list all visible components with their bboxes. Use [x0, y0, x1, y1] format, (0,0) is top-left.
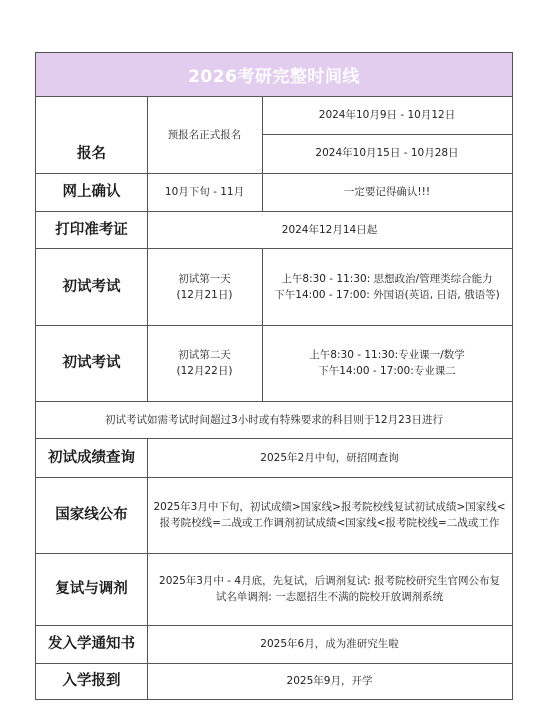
- table-title: 2026考研完整时间线: [36, 53, 512, 97]
- exam-day1-schedule: [262, 248, 512, 325]
- label-national-line: 国家线公布: [55, 507, 128, 523]
- exam-day2-name: 初试第二天: [178, 349, 231, 361]
- divider: [36, 173, 512, 174]
- exam-day1-date: (12月21日): [176, 288, 233, 301]
- divider: [147, 96, 148, 401]
- divider: [36, 625, 512, 626]
- signup-sub: 预报名正式报名: [167, 128, 242, 141]
- divider: [36, 553, 512, 554]
- national-line-2: 报考院校线=二战或工作调剂初试成绩<国家线<报考院校线=二战或工作: [159, 517, 500, 529]
- print-date: 2024年12月14日起: [281, 223, 378, 236]
- exam-day1-am: 上午8:30 - 11:30: 思想政治/管理类综合能力: [281, 272, 493, 285]
- confirm-note: 一定要记得确认!!!: [343, 186, 431, 198]
- label-score: 初试成绩查询: [48, 449, 135, 466]
- score-text: 2025年2月中旬，研招网查询: [260, 451, 399, 464]
- label-confirm: 网上确认: [62, 184, 121, 200]
- exam-day1-pm: 下午14:00 - 17:00: 外国语(英语, 日语, 俄语等): [274, 288, 500, 301]
- divider: [36, 248, 512, 249]
- label-exam-day1: 初试考试: [62, 278, 121, 295]
- exam-day2-schedule: [262, 325, 512, 401]
- retest-text: [147, 553, 512, 625]
- national-line-text: [147, 477, 512, 553]
- exam-day2-am: 上午8:30 - 11:30:专业课一/数学: [309, 349, 465, 361]
- enroll-text: 2025年9月，开学: [286, 675, 373, 687]
- divider: [36, 211, 512, 212]
- signup-date-pre: 2024年10月9日 - 10月12日: [318, 109, 456, 121]
- divider: [262, 248, 263, 401]
- divider: [262, 96, 263, 211]
- divider: [147, 438, 148, 699]
- label-exam-day2: 初试考试: [62, 355, 121, 371]
- admission-text: 2025年6月，成为准研究生啦: [260, 638, 399, 650]
- exam-extra-note: 初试考试如需考试时间超过3小时或有特殊要求的科目则于12月23日进行: [105, 413, 443, 426]
- divider: [36, 438, 512, 439]
- label-print: 打印准考证: [55, 221, 128, 238]
- divider: [36, 401, 512, 402]
- label-enroll: 入学报到: [62, 673, 121, 689]
- label-signup: 报名: [77, 145, 106, 162]
- confirm-time: 10月下旬 - 11月: [164, 186, 245, 198]
- divider: [36, 663, 512, 664]
- divider: [262, 134, 512, 135]
- timeline-table: [35, 52, 513, 700]
- exam-day1-name: 初试第一天: [178, 272, 231, 285]
- retest-line-1: 2025年3月中 - 4月底，先复试，后调剂复试: 报考院校研究生官网公布复: [159, 575, 500, 587]
- exam-day1-info: [147, 248, 262, 325]
- national-line-1: 2025年3月中下旬，初试成绩>国家线>报考院校线复试初试成绩>国家线<: [153, 501, 506, 513]
- exam-day2-info: [147, 325, 262, 401]
- label-admission: 发入学通知书: [48, 636, 135, 652]
- retest-line-2: 试名单调剂: 一志愿招生不满的院校开放调剂系统: [215, 591, 444, 603]
- exam-day2-pm: 下午14:00 - 17:00:专业课二: [318, 365, 456, 377]
- label-retest: 复试与调剂: [55, 581, 128, 597]
- divider: [36, 325, 512, 326]
- exam-day2-date: (12月22日): [176, 365, 233, 377]
- signup-date-formal: 2024年10月15日 - 10月28日: [315, 147, 459, 159]
- divider: [36, 477, 512, 478]
